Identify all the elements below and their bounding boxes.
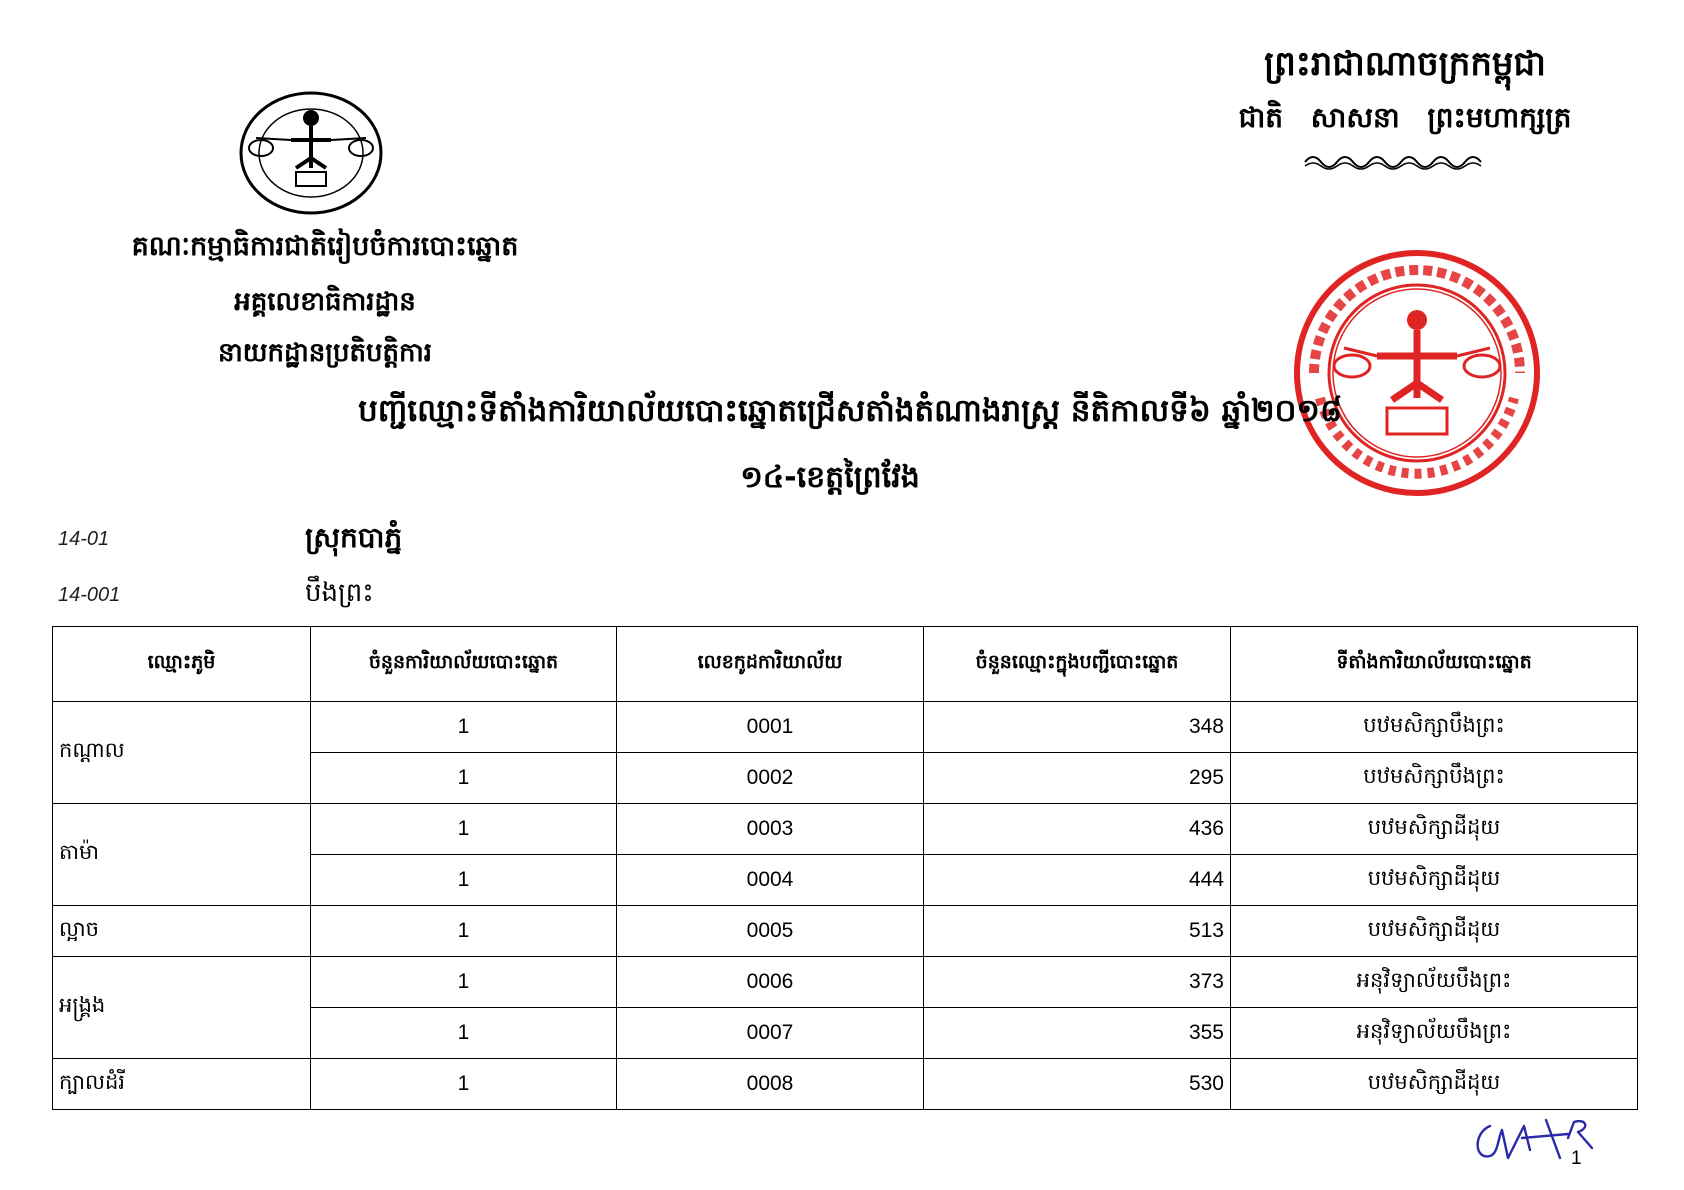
village-name: អង្គ្រង: [53, 957, 311, 1059]
table-header-row: [53, 627, 1638, 702]
secretariat-name: អគ្គលេខាធិការដ្ឋាន: [234, 287, 416, 317]
kingdom-title: ព្រះរាជាណាចក្រកម្ពុជា: [1264, 44, 1546, 84]
voter-count: 444: [924, 855, 1231, 906]
voter-count: 530: [924, 1059, 1231, 1110]
station-code: 0001: [617, 702, 924, 753]
village-name: កណ្ដាល: [53, 702, 311, 804]
station-code: 0004: [617, 855, 924, 906]
station-code: 0003: [617, 804, 924, 855]
district-code: 14-01: [58, 528, 110, 550]
district-name: ស្រុកបាភ្នំ: [305, 521, 403, 554]
station-count: 1: [311, 855, 617, 906]
voter-count: 295: [924, 753, 1231, 804]
station-location: អនុវិទ្យាល័យបឹងព្រះ: [1231, 1008, 1638, 1059]
table-row: [53, 702, 1638, 753]
station-count: 1: [311, 957, 617, 1008]
station-location: អនុវិទ្យាល័យបឹងព្រះ: [1231, 957, 1638, 1008]
village-name: ក្បាលដំរី: [53, 1059, 311, 1110]
station-location: បឋមសិក្សាបឹងព្រះ: [1231, 753, 1638, 804]
station-location: បឋមសិក្សាដីដុយ: [1231, 1059, 1638, 1110]
national-motto: ជាតិ សាសនា ព្រះមហាក្សត្រ: [1238, 101, 1572, 134]
ornament-divider: [1300, 148, 1490, 172]
header-station-count: ចំនួនការិយាល័យបោះឆ្នោត: [311, 627, 617, 702]
station-location: បឋមសិក្សាដីដុយ: [1231, 804, 1638, 855]
station-location: បឋមសិក្សាដីដុយ: [1231, 906, 1638, 957]
voter-count: 436: [924, 804, 1231, 855]
station-code: 0005: [617, 906, 924, 957]
station-code: 0002: [617, 753, 924, 804]
commune-name: បឹងព្រះ: [305, 578, 374, 608]
station-code: 0008: [617, 1059, 924, 1110]
voter-count: 373: [924, 957, 1231, 1008]
header-station-location: ទីតាំងការិយាល័យបោះឆ្នោត: [1231, 627, 1638, 702]
station-count: 1: [311, 753, 617, 804]
voter-count: 355: [924, 1008, 1231, 1059]
station-count: 1: [311, 804, 617, 855]
commune-code: 14-001: [58, 584, 121, 606]
header-village: ឈ្មោះភូមិ: [53, 627, 311, 702]
station-count: 1: [311, 906, 617, 957]
nec-emblem: [236, 88, 386, 218]
department-name: នាយកដ្ឋានប្រតិបត្តិការ: [217, 338, 433, 368]
table-row: [53, 957, 1638, 1008]
village-name: តាម៉ា: [53, 804, 311, 906]
header-voter-count: ចំនួនឈ្មោះក្នុងបញ្ជីបោះឆ្នោត: [924, 627, 1231, 702]
station-code: 0006: [617, 957, 924, 1008]
table-row: [53, 906, 1638, 957]
station-location: បឋមសិក្សាបឹងព្រះ: [1231, 702, 1638, 753]
polling-station-table: [52, 626, 1638, 1110]
official-seal: [1292, 248, 1542, 498]
station-location: បឋមសិក្សាដីដុយ: [1231, 855, 1638, 906]
station-count: 1: [311, 702, 617, 753]
station-code: 0007: [617, 1008, 924, 1059]
table-row: [53, 804, 1638, 855]
station-count: 1: [311, 1008, 617, 1059]
station-count: 1: [311, 1059, 617, 1110]
table-row: [53, 1059, 1638, 1110]
signature: [1468, 1108, 1608, 1168]
voter-count: 348: [924, 702, 1231, 753]
page-number: 1: [1571, 1148, 1582, 1169]
committee-name: គណៈកម្មាធិការជាតិរៀបចំការបោះឆ្នោត: [131, 231, 519, 262]
village-name: ល្អាច: [53, 906, 311, 957]
header-station-code: លេខកូដការិយាល័យ: [617, 627, 924, 702]
voter-count: 513: [924, 906, 1231, 957]
document-title: បញ្ជីឈ្មោះទីតាំងការិយាល័យបោះឆ្នោតជ្រើសតាំងតំណាងរាស្ត្រ នីតិកាលទី៦ ឆ្នាំ២០១៨: [358, 393, 1342, 429]
province-heading: ១៤-ខេត្តព្រៃវែង: [740, 460, 920, 495]
